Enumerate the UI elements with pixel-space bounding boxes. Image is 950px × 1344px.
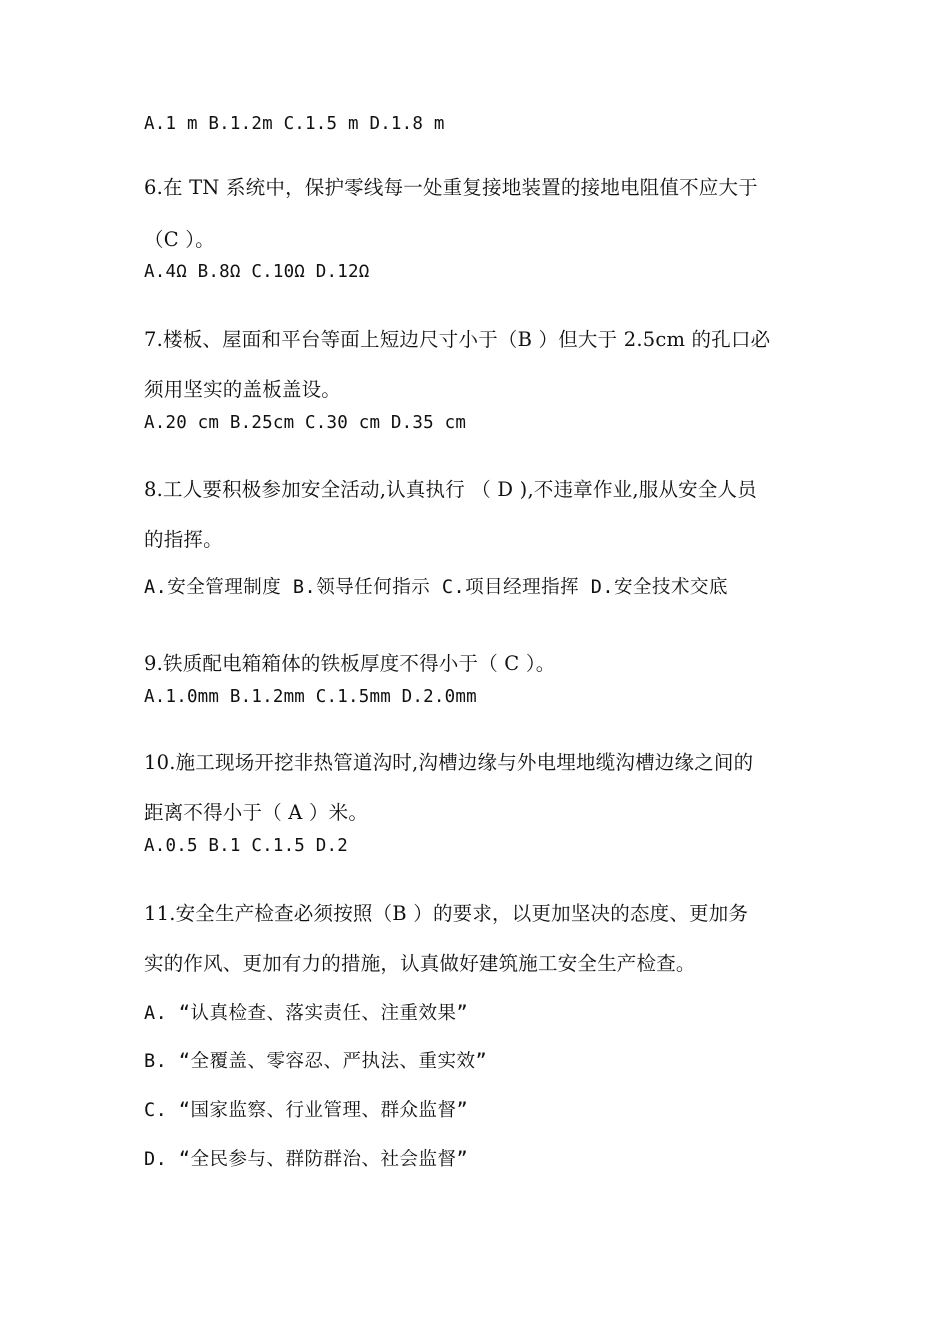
question-10-text: 10.施工现场开挖非热管道沟时,沟槽边缘与外电埋地缆沟槽边缘之间的 [144, 751, 754, 774]
question-7-text-cont: 须用坚实的盖板盖设。 [144, 378, 342, 401]
question-11-option-c: C. “国家监察、行业管理、群众监督” [144, 1100, 469, 1121]
question-11-text: 11.安全生产检查必须按照（B ）的要求，以更加坚决的态度、更加务 [144, 902, 749, 925]
question-5-options: A.1 m B.1.2m C.1.5 m D.1.8 m [144, 114, 445, 134]
question-6-options: A.4Ω B.8Ω C.10Ω D.12Ω [144, 262, 370, 282]
question-9-options: A.1.0mm B.1.2mm C.1.5mm D.2.0mm [144, 687, 477, 707]
question-6-text: 6.在 TN 系统中，保护零线每一处重复接地装置的接地电阻值不应大于 [144, 176, 758, 199]
question-7-options: A.20 cm B.25cm C.30 cm D.35 cm [144, 413, 467, 433]
question-11-option-d: D. “全民参与、群防群治、社会监督” [144, 1149, 469, 1170]
question-9-text: 9.铁质配电箱箱体的铁板厚度不得小于（ C ）。 [144, 652, 556, 675]
question-10-text-cont: 距离不得小于（ A ）米。 [144, 801, 369, 824]
question-8-text: 8.工人要积极参加安全活动,认真执行 （ D ),不违章作业,服从安全人员 [144, 478, 757, 501]
question-11-text-cont: 实的作风、更加有力的措施，认真做好建筑施工安全生产检查。 [144, 952, 696, 975]
question-8-options: A.安全管理制度 B.领导任何指示 C.项目经理指挥 D.安全技术交底 [144, 577, 729, 598]
question-6-answer: （C ）。 [144, 228, 215, 251]
question-11-option-a: A. “认真检查、落实责任、注重效果” [144, 1003, 469, 1024]
question-7-text: 7.楼板、屋面和平台等面上短边尺寸小于（B ）但大于 2.5cm 的孔口必 [144, 328, 771, 351]
question-8-text-cont: 的指挥。 [144, 528, 223, 551]
question-11-option-b: B. “全覆盖、零容忍、严执法、重实效” [144, 1051, 488, 1072]
question-10-options: A.0.5 B.1 C.1.5 D.2 [144, 836, 348, 856]
